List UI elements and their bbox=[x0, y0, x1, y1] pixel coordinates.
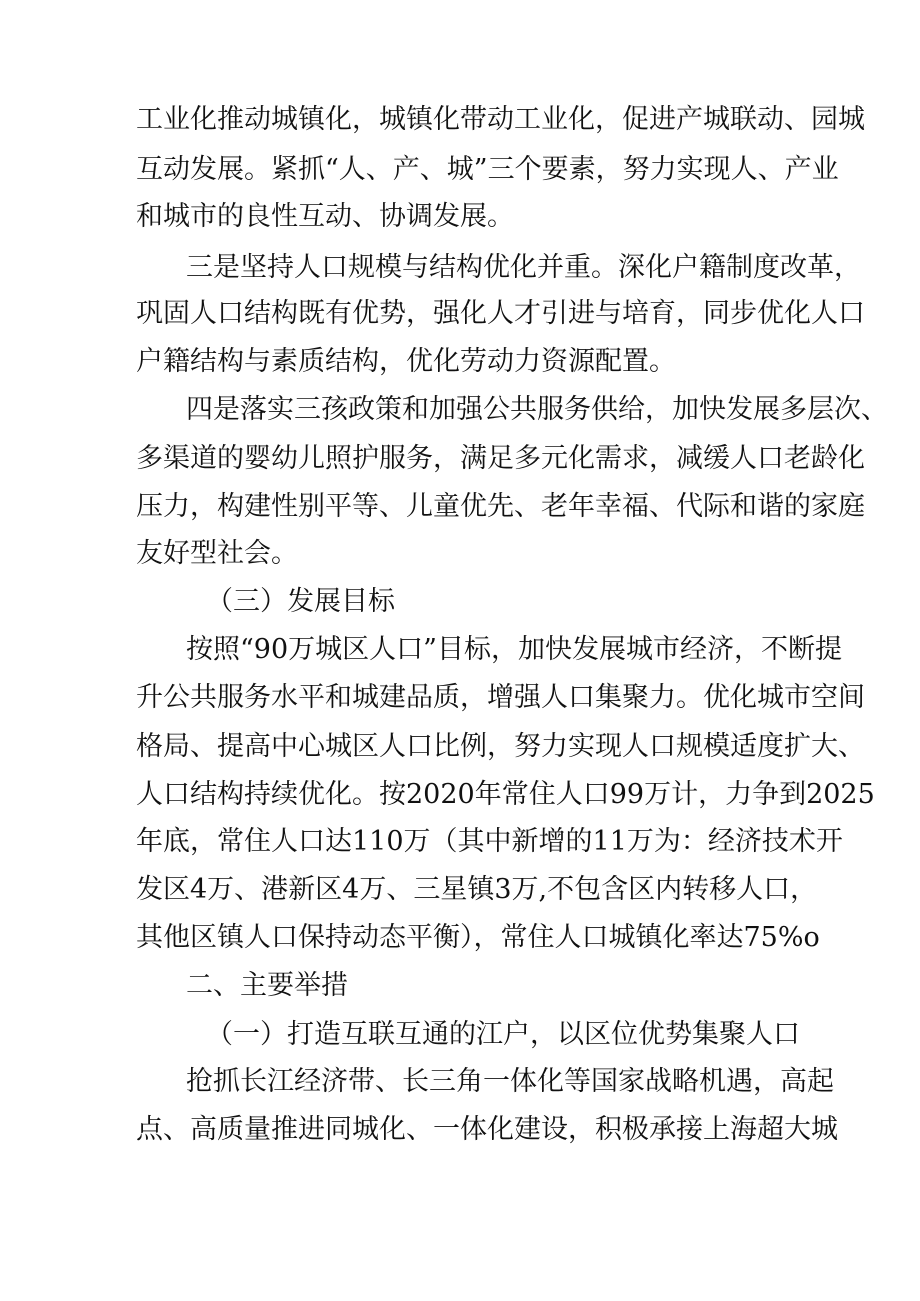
paragraph-line: 和城市的良性互动、协调发展。 bbox=[136, 201, 514, 232]
paragraph-line: 友好型社会。 bbox=[136, 538, 298, 569]
section-heading: （三）发展目标 bbox=[206, 586, 395, 617]
paragraph-line: 户籍结构与素质结构，优化劳动力资源配置。 bbox=[136, 346, 676, 377]
paragraph-line: 工业化推动城镇化，城镇化带动工业化，促进产城联动、园城 bbox=[136, 104, 865, 135]
paragraph-line: 巩固人口结构既有优势，强化人才引进与培育，同步优化人口 bbox=[136, 298, 865, 329]
paragraph-line: 点、高质量推进同城化、一体化建设，积极承接上海超大城 bbox=[136, 1114, 838, 1145]
paragraph-line: 其他区镇人口保持动态平衡），常住人口城镇化率达75%o bbox=[136, 922, 820, 953]
paragraph-line: 抢抓长江经济带、长三角一体化等国家战略机遇，高起 bbox=[186, 1066, 834, 1097]
paragraph-line: 人口结构持续优化。按2020年常住人口99万计，力争到2025 bbox=[136, 779, 875, 810]
paragraph-line: 升公共服务水平和城建品质，增强人口集聚力。优化城市空间 bbox=[136, 682, 865, 713]
section-heading: 二、主要举措 bbox=[186, 970, 348, 1001]
subsection-heading: （一）打造互联互通的江户，以区位优势集聚人口 bbox=[206, 1019, 800, 1050]
paragraph-line: 三是坚持人口规模与结构优化并重。深化户籍制度改革， bbox=[186, 252, 861, 283]
paragraph-line: 压力，构建性别平等、儿童优先、老年幸福、代际和谐的家庭 bbox=[136, 491, 865, 522]
paragraph-line: 按照“90万城区人口”目标，加快发展城市经济，不断提 bbox=[186, 634, 842, 665]
paragraph-line: 发区4万、港新区4万、三星镇3万,不包含区内转移人口， bbox=[136, 874, 818, 905]
paragraph-line: 年底，常住人口达110万（其中新增的11万为：经济技术开 bbox=[136, 826, 843, 857]
paragraph-line: 互动发展。紧抓“人、产、城”三个要素，努力实现人、产业 bbox=[136, 154, 839, 185]
paragraph-line: 多渠道的婴幼儿照护服务，满足多元化需求，减缓人口老龄化 bbox=[136, 443, 865, 474]
paragraph-line: 格局、提高中心城区人口比例，努力实现人口规模适度扩大、 bbox=[136, 731, 865, 762]
paragraph-line: 四是落实三孩政策和加强公共服务供给，加快发展多层次、 bbox=[186, 394, 888, 425]
